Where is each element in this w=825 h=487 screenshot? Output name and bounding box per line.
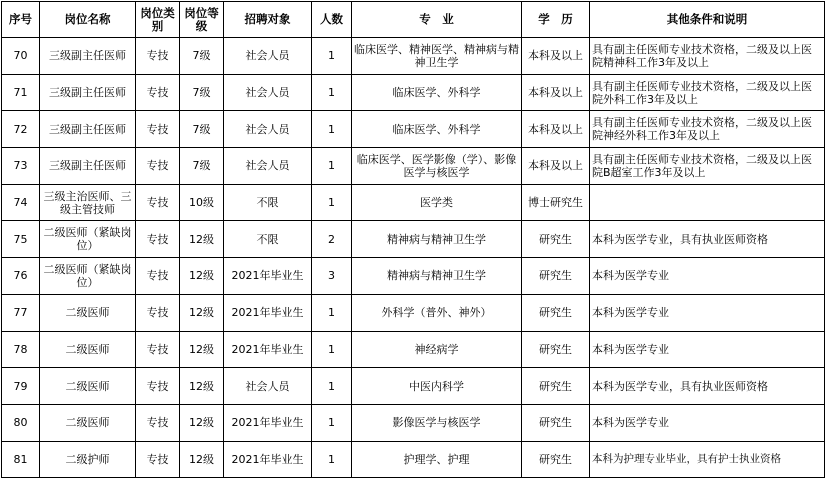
header-post-level: 岗位等级 bbox=[180, 2, 224, 38]
cell-seq: 72 bbox=[2, 111, 40, 148]
cell-conditions: 本科为医学专业 bbox=[590, 294, 825, 331]
cell-education: 研究生 bbox=[522, 441, 590, 478]
cell-count: 2 bbox=[312, 221, 352, 258]
header-education: 学 历 bbox=[522, 2, 590, 38]
cell-education: 研究生 bbox=[522, 368, 590, 405]
table-row bbox=[2, 404, 825, 441]
cell-major: 影像医学与核医学 bbox=[352, 404, 522, 441]
cell-target: 2021年毕业生 bbox=[224, 258, 312, 295]
cell-category: 专技 bbox=[136, 74, 180, 111]
cell-level: 12级 bbox=[180, 331, 224, 368]
cell-count: 1 bbox=[312, 184, 352, 221]
cell-category: 专技 bbox=[136, 38, 180, 75]
table-row bbox=[2, 368, 825, 405]
cell-conditions: 本科为医学专业 bbox=[590, 404, 825, 441]
cell-post-name: 三级副主任医师 bbox=[40, 38, 136, 75]
cell-conditions: 具有副主任医师专业技术资格，二级及以上医院神经外科工作3年及以上 bbox=[590, 111, 825, 148]
cell-count: 1 bbox=[312, 404, 352, 441]
cell-conditions: 具有副主任医师专业技术资格，二级及以上医院B超室工作3年及以上 bbox=[590, 148, 825, 185]
cell-category: 专技 bbox=[136, 148, 180, 185]
cell-post-name: 三级副主任医师 bbox=[40, 111, 136, 148]
cell-seq: 81 bbox=[2, 441, 40, 478]
cell-target: 社会人员 bbox=[224, 148, 312, 185]
cell-conditions: 具有副主任医师专业技术资格，二级及以上医院精神科工作3年及以上 bbox=[590, 38, 825, 75]
header-major: 专 业 bbox=[352, 2, 522, 38]
cell-education: 研究生 bbox=[522, 258, 590, 295]
table-row bbox=[2, 148, 825, 185]
cell-target: 社会人员 bbox=[224, 38, 312, 75]
table-row bbox=[2, 74, 825, 111]
cell-target: 社会人员 bbox=[224, 74, 312, 111]
cell-seq: 71 bbox=[2, 74, 40, 111]
cell-post-name: 二级护师 bbox=[40, 441, 136, 478]
cell-level: 12级 bbox=[180, 368, 224, 405]
cell-count: 1 bbox=[312, 148, 352, 185]
cell-category: 专技 bbox=[136, 294, 180, 331]
table-row bbox=[2, 111, 825, 148]
table-row bbox=[2, 221, 825, 258]
cell-major: 精神病与精神卫生学 bbox=[352, 221, 522, 258]
cell-major: 临床医学、外科学 bbox=[352, 74, 522, 111]
cell-post-name: 二级医师 bbox=[40, 331, 136, 368]
cell-target: 2021年毕业生 bbox=[224, 441, 312, 478]
header-seq: 序号 bbox=[2, 2, 40, 38]
cell-education: 本科及以上 bbox=[522, 74, 590, 111]
cell-seq: 80 bbox=[2, 404, 40, 441]
cell-target: 不限 bbox=[224, 221, 312, 258]
cell-major: 护理学、护理 bbox=[352, 441, 522, 478]
cell-education: 研究生 bbox=[522, 221, 590, 258]
cell-seq: 73 bbox=[2, 148, 40, 185]
cell-conditions: 本科为医学专业 bbox=[590, 331, 825, 368]
cell-seq: 74 bbox=[2, 184, 40, 221]
cell-seq: 70 bbox=[2, 38, 40, 75]
recruitment-table bbox=[1, 1, 825, 478]
cell-post-name: 二级医师 bbox=[40, 368, 136, 405]
cell-education: 研究生 bbox=[522, 331, 590, 368]
cell-major: 临床医学、医学影像（学）、影像医学与核医学 bbox=[352, 148, 522, 185]
cell-category: 专技 bbox=[136, 258, 180, 295]
cell-major: 神经病学 bbox=[352, 331, 522, 368]
table-row bbox=[2, 331, 825, 368]
cell-target: 2021年毕业生 bbox=[224, 404, 312, 441]
cell-seq: 75 bbox=[2, 221, 40, 258]
cell-post-name: 二级医师（紧缺岗位） bbox=[40, 221, 136, 258]
cell-category: 专技 bbox=[136, 184, 180, 221]
cell-major: 中医内科学 bbox=[352, 368, 522, 405]
cell-category: 专技 bbox=[136, 111, 180, 148]
cell-education: 本科及以上 bbox=[522, 38, 590, 75]
cell-count: 1 bbox=[312, 111, 352, 148]
cell-target: 社会人员 bbox=[224, 111, 312, 148]
cell-category: 专技 bbox=[136, 441, 180, 478]
cell-seq: 78 bbox=[2, 331, 40, 368]
cell-level: 7级 bbox=[180, 111, 224, 148]
cell-category: 专技 bbox=[136, 368, 180, 405]
cell-major: 临床医学、外科学 bbox=[352, 111, 522, 148]
cell-major: 临床医学、精神医学、精神病与精神卫生学 bbox=[352, 38, 522, 75]
cell-level: 7级 bbox=[180, 148, 224, 185]
cell-post-name: 二级医师 bbox=[40, 294, 136, 331]
cell-count: 1 bbox=[312, 368, 352, 405]
cell-count: 1 bbox=[312, 294, 352, 331]
header-target: 招聘对象 bbox=[224, 2, 312, 38]
cell-target: 2021年毕业生 bbox=[224, 294, 312, 331]
cell-major: 外科学（普外、神外） bbox=[352, 294, 522, 331]
table-row bbox=[2, 184, 825, 221]
cell-level: 12级 bbox=[180, 404, 224, 441]
cell-post-name: 二级医师 bbox=[40, 404, 136, 441]
cell-education: 本科及以上 bbox=[522, 111, 590, 148]
cell-education: 博士研究生 bbox=[522, 184, 590, 221]
cell-post-name: 三级副主任医师 bbox=[40, 148, 136, 185]
header-conditions: 其他条件和说明 bbox=[590, 2, 825, 38]
cell-level: 7级 bbox=[180, 74, 224, 111]
cell-post-name: 三级主治医师、三级主管技师 bbox=[40, 184, 136, 221]
cell-count: 1 bbox=[312, 74, 352, 111]
table-row bbox=[2, 441, 825, 478]
cell-conditions: 本科为医学专业，具有执业医师资格 bbox=[590, 221, 825, 258]
cell-target: 2021年毕业生 bbox=[224, 331, 312, 368]
cell-major: 精神病与精神卫生学 bbox=[352, 258, 522, 295]
cell-count: 1 bbox=[312, 441, 352, 478]
cell-level: 12级 bbox=[180, 221, 224, 258]
cell-post-name: 二级医师（紧缺岗位） bbox=[40, 258, 136, 295]
table-row bbox=[2, 258, 825, 295]
cell-count: 1 bbox=[312, 38, 352, 75]
cell-education: 研究生 bbox=[522, 294, 590, 331]
header-count: 人数 bbox=[312, 2, 352, 38]
cell-count: 1 bbox=[312, 331, 352, 368]
cell-level: 12级 bbox=[180, 258, 224, 295]
cell-conditions: 具有副主任医师专业技术资格，二级及以上医院外科工作3年及以上 bbox=[590, 74, 825, 111]
cell-seq: 79 bbox=[2, 368, 40, 405]
cell-level: 12级 bbox=[180, 441, 224, 478]
cell-count: 3 bbox=[312, 258, 352, 295]
cell-conditions: 本科为医学专业 bbox=[590, 258, 825, 295]
header-post-category: 岗位类别 bbox=[136, 2, 180, 38]
cell-level: 12级 bbox=[180, 294, 224, 331]
table-row bbox=[2, 294, 825, 331]
cell-target: 不限 bbox=[224, 184, 312, 221]
cell-education: 研究生 bbox=[522, 404, 590, 441]
cell-category: 专技 bbox=[136, 331, 180, 368]
cell-conditions: 本科为医学专业，具有执业医师资格 bbox=[590, 368, 825, 405]
cell-post-name: 三级副主任医师 bbox=[40, 74, 136, 111]
table-row bbox=[2, 38, 825, 75]
cell-conditions: 本科为护理专业毕业，具有护士执业资格 bbox=[590, 441, 825, 478]
header-row bbox=[2, 2, 825, 38]
cell-seq: 76 bbox=[2, 258, 40, 295]
cell-seq: 77 bbox=[2, 294, 40, 331]
cell-level: 10级 bbox=[180, 184, 224, 221]
cell-education: 本科及以上 bbox=[522, 148, 590, 185]
cell-conditions bbox=[590, 184, 825, 221]
header-post-name: 岗位名称 bbox=[40, 2, 136, 38]
cell-target: 社会人员 bbox=[224, 368, 312, 405]
cell-category: 专技 bbox=[136, 221, 180, 258]
cell-level: 7级 bbox=[180, 38, 224, 75]
cell-category: 专技 bbox=[136, 404, 180, 441]
cell-major: 医学类 bbox=[352, 184, 522, 221]
